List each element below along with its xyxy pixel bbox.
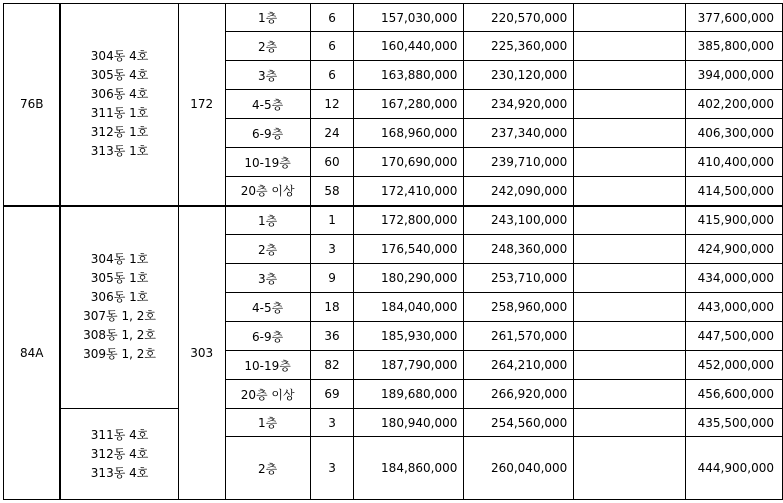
floor-cell: 3층 bbox=[225, 61, 310, 90]
dong-label: 312동 4호 bbox=[90, 446, 149, 461]
total-price-cell: 424,900,000 bbox=[685, 235, 782, 264]
land-price-cell: 180,940,000 bbox=[354, 409, 464, 437]
table-row bbox=[4, 409, 783, 437]
building-price-cell: 225,360,000 bbox=[464, 32, 574, 61]
count-cell: 60 bbox=[310, 148, 354, 177]
floor-cell: 2층 bbox=[225, 32, 310, 61]
land-price-cell: 185,930,000 bbox=[354, 322, 464, 351]
total-price-cell: 415,900,000 bbox=[685, 206, 782, 235]
empty-cell bbox=[574, 206, 686, 235]
building-price-cell: 253,710,000 bbox=[464, 264, 574, 293]
land-price-cell: 172,800,000 bbox=[354, 206, 464, 235]
land-price-cell: 167,280,000 bbox=[354, 90, 464, 119]
floor-cell: 20층 이상 bbox=[225, 380, 310, 409]
empty-cell bbox=[574, 61, 686, 90]
building-price-cell: 260,040,000 bbox=[464, 437, 574, 500]
empty-cell bbox=[574, 409, 686, 437]
unit-type-cell: 76B bbox=[4, 4, 61, 206]
floor-cell: 4-5층 bbox=[225, 90, 310, 119]
land-price-cell: 160,440,000 bbox=[354, 32, 464, 61]
dong-label: 313동 1호 bbox=[90, 144, 149, 159]
group-total-cell: 303 bbox=[178, 206, 225, 500]
count-cell: 18 bbox=[310, 293, 354, 322]
floor-cell: 6-9층 bbox=[225, 119, 310, 148]
empty-cell bbox=[574, 4, 686, 32]
land-price-cell: 157,030,000 bbox=[354, 4, 464, 32]
floor-cell: 1층 bbox=[225, 206, 310, 235]
floor-cell: 6-9층 bbox=[225, 322, 310, 351]
table-body bbox=[4, 4, 783, 500]
empty-cell bbox=[574, 380, 686, 409]
empty-cell bbox=[574, 177, 686, 206]
total-price-cell: 434,000,000 bbox=[685, 264, 782, 293]
empty-cell bbox=[574, 90, 686, 119]
table-row bbox=[4, 4, 783, 32]
empty-cell bbox=[574, 148, 686, 177]
building-price-cell: 248,360,000 bbox=[464, 235, 574, 264]
dong-label: 312동 1호 bbox=[90, 125, 149, 140]
total-price-cell: 394,000,000 bbox=[685, 61, 782, 90]
land-price-cell: 170,690,000 bbox=[354, 148, 464, 177]
total-price-cell: 385,800,000 bbox=[685, 32, 782, 61]
empty-cell bbox=[574, 32, 686, 61]
count-cell: 9 bbox=[310, 264, 354, 293]
floor-cell: 1층 bbox=[225, 409, 310, 437]
dong-label: 307동 1, 2호 bbox=[83, 309, 156, 324]
total-price-cell: 444,900,000 bbox=[685, 437, 782, 500]
floor-cell: 1층 bbox=[225, 4, 310, 32]
table-row bbox=[4, 206, 783, 235]
total-price-cell: 456,600,000 bbox=[685, 380, 782, 409]
dong-label: 313동 4호 bbox=[90, 465, 149, 480]
total-price-cell: 377,600,000 bbox=[685, 4, 782, 32]
building-price-cell: 254,560,000 bbox=[464, 409, 574, 437]
dong-label: 305동 4호 bbox=[90, 68, 149, 83]
empty-cell bbox=[574, 322, 686, 351]
building-price-cell: 220,570,000 bbox=[464, 4, 574, 32]
dong-label: 305동 1호 bbox=[90, 271, 149, 286]
floor-cell: 4-5층 bbox=[225, 293, 310, 322]
count-cell: 1 bbox=[310, 206, 354, 235]
floor-cell: 20층 이상 bbox=[225, 177, 310, 206]
total-price-cell: 452,000,000 bbox=[685, 351, 782, 380]
count-cell: 36 bbox=[310, 322, 354, 351]
building-price-cell: 243,100,000 bbox=[464, 206, 574, 235]
count-cell: 82 bbox=[310, 351, 354, 380]
land-price-cell: 168,960,000 bbox=[354, 119, 464, 148]
total-price-cell: 447,500,000 bbox=[685, 322, 782, 351]
land-price-cell: 184,040,000 bbox=[354, 293, 464, 322]
dong-label: 311동 4호 bbox=[90, 427, 149, 442]
count-cell: 6 bbox=[310, 4, 354, 32]
dong-label: 311동 1호 bbox=[90, 106, 149, 121]
building-price-cell: 234,920,000 bbox=[464, 90, 574, 119]
floor-cell: 10-19층 bbox=[225, 351, 310, 380]
land-price-cell: 184,860,000 bbox=[354, 437, 464, 500]
total-price-cell: 443,000,000 bbox=[685, 293, 782, 322]
count-cell: 3 bbox=[310, 437, 354, 500]
dong-list-cell bbox=[60, 409, 178, 500]
building-price-cell: 258,960,000 bbox=[464, 293, 574, 322]
floor-cell: 10-19층 bbox=[225, 148, 310, 177]
total-price-cell: 402,200,000 bbox=[685, 90, 782, 119]
total-price-cell: 414,500,000 bbox=[685, 177, 782, 206]
floor-cell: 3층 bbox=[225, 264, 310, 293]
count-cell: 6 bbox=[310, 61, 354, 90]
building-price-cell: 242,090,000 bbox=[464, 177, 574, 206]
count-cell: 6 bbox=[310, 32, 354, 61]
land-price-cell: 189,680,000 bbox=[354, 380, 464, 409]
dong-label: 304동 4호 bbox=[90, 49, 149, 64]
land-price-cell: 176,540,000 bbox=[354, 235, 464, 264]
total-price-cell: 406,300,000 bbox=[685, 119, 782, 148]
land-price-cell: 172,410,000 bbox=[354, 177, 464, 206]
dong-label: 306동 4호 bbox=[90, 87, 149, 102]
count-cell: 69 bbox=[310, 380, 354, 409]
dong-label: 304동 1호 bbox=[90, 252, 149, 267]
dong-list-cell bbox=[60, 4, 178, 206]
dong-label: 309동 1, 2호 bbox=[83, 347, 156, 362]
land-price-cell: 187,790,000 bbox=[354, 351, 464, 380]
dong-label: 308동 1, 2호 bbox=[83, 328, 156, 343]
count-cell: 12 bbox=[310, 90, 354, 119]
floor-cell: 2층 bbox=[225, 235, 310, 264]
count-cell: 58 bbox=[310, 177, 354, 206]
group-total-cell: 172 bbox=[178, 4, 225, 206]
total-price-cell: 435,500,000 bbox=[685, 409, 782, 437]
count-cell: 3 bbox=[310, 409, 354, 437]
floor-cell: 2층 bbox=[225, 437, 310, 500]
empty-cell bbox=[574, 351, 686, 380]
building-price-cell: 261,570,000 bbox=[464, 322, 574, 351]
building-price-cell: 239,710,000 bbox=[464, 148, 574, 177]
empty-cell bbox=[574, 235, 686, 264]
unit-type-cell: 84A bbox=[4, 206, 61, 500]
total-price-cell: 410,400,000 bbox=[685, 148, 782, 177]
count-cell: 24 bbox=[310, 119, 354, 148]
building-price-cell: 237,340,000 bbox=[464, 119, 574, 148]
building-price-cell: 230,120,000 bbox=[464, 61, 574, 90]
empty-cell bbox=[574, 437, 686, 500]
building-price-cell: 264,210,000 bbox=[464, 351, 574, 380]
count-cell: 3 bbox=[310, 235, 354, 264]
empty-cell bbox=[574, 119, 686, 148]
land-price-cell: 180,290,000 bbox=[354, 264, 464, 293]
price-table bbox=[3, 3, 783, 500]
land-price-cell: 163,880,000 bbox=[354, 61, 464, 90]
dong-label: 306동 1호 bbox=[90, 290, 149, 305]
dong-list-cell bbox=[60, 206, 178, 409]
building-price-cell: 266,920,000 bbox=[464, 380, 574, 409]
empty-cell bbox=[574, 264, 686, 293]
empty-cell bbox=[574, 293, 686, 322]
